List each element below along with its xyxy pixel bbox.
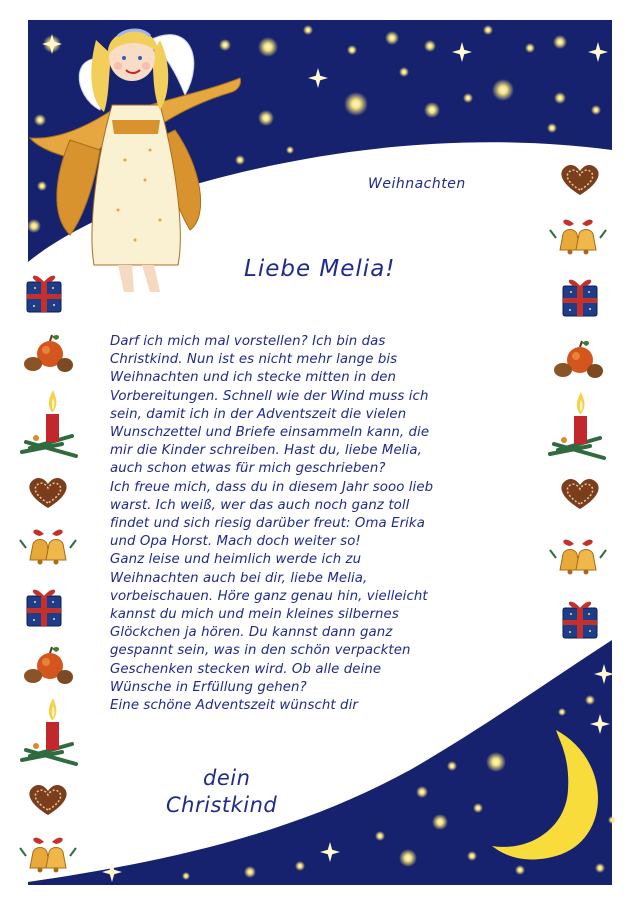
letter-greeting: Liebe Melia! (244, 256, 396, 282)
bells-icon (550, 540, 606, 575)
body-line: warst. Ich weiß, wer das auch noch ganz toll (110, 497, 410, 513)
gift-icon (563, 280, 597, 316)
apple-nuts-icon (24, 647, 73, 684)
body-line: Ich freue mich, dass du in diesem Jahr sooo lieb (110, 479, 434, 495)
gift-icon (27, 276, 61, 312)
body-line: Ganz leise und heimlich werde ich zu (110, 552, 362, 568)
gingerbread-heart-icon (29, 478, 66, 508)
candle-icon (550, 392, 604, 458)
letter-place: Weihnachten (368, 176, 466, 192)
body-line: Wunschzettel und Briefe einsammeln kann, die (110, 425, 430, 441)
candle-icon (22, 390, 76, 456)
body-line: findet und sich riesig darüber freut: Oma Erika (110, 516, 425, 532)
body-line: Weihnachten und ich stecke mitten in den (110, 370, 397, 386)
body-line: Wünsche in Erfüllung gehen? (110, 679, 307, 695)
letter-body (110, 333, 510, 715)
body-line: Christkind. Nun ist es nicht mehr lange bis (110, 352, 398, 368)
gingerbread-heart-icon (561, 479, 598, 509)
body-line: vorbeischauen. Höre ganz genau hin, vielleicht (110, 588, 428, 604)
body-line: auch schon etwas für mich geschrieben? (110, 461, 386, 477)
bells-icon (20, 530, 76, 565)
body-line: Darf ich mich mal vorstellen? Ich bin das (110, 334, 386, 349)
candle-icon (22, 698, 76, 764)
apple-nuts-icon (554, 341, 603, 378)
gift-icon (27, 590, 61, 626)
body-line: Eine schöne Adventszeit wünscht dir (110, 698, 358, 714)
body-line: gespannt sein, was in den schön verpackten (110, 643, 411, 659)
body-line: Vorbereitungen. Schnell wie der Wind muss ich (110, 388, 429, 404)
gingerbread-heart-icon (29, 785, 66, 815)
body-line: kannst du mich und mein kleines silbernes (110, 607, 399, 623)
signature-line-2: Christkind (166, 793, 278, 817)
gift-icon (563, 602, 597, 638)
body-line: Weihnachten auch bei dir, liebe Melia, (110, 570, 368, 586)
body-line: mir die Kinder schreiben. Hast du, liebe Melia, (110, 443, 422, 459)
gingerbread-heart-icon (561, 165, 598, 195)
border-left (20, 276, 76, 873)
signature-line-1: dein (203, 766, 251, 790)
bells-icon (20, 838, 76, 873)
body-line: Glöckchen ja hören. Du kannst dann ganz (110, 625, 393, 641)
bells-icon (550, 220, 606, 255)
body-line: sein, damit ich in der Adventszeit die vielen (110, 406, 407, 422)
border-right (550, 165, 606, 638)
apple-nuts-icon (24, 335, 73, 372)
body-line: Geschenken stecken wird. Ob alle deine (110, 661, 382, 677)
body-line: und Opa Horst. Mach doch weiter so! (110, 534, 361, 550)
